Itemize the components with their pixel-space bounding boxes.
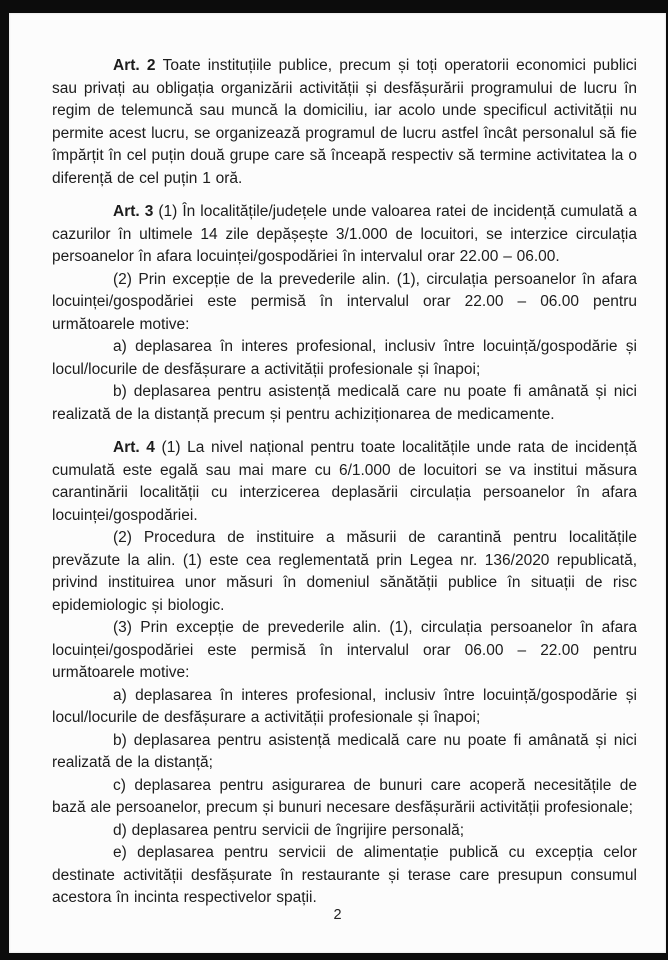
document-page (9, 13, 666, 953)
article-label: Art. 2 (113, 57, 163, 74)
paragraph: d) deplasarea pentru servicii de îngrijire personală; (113, 821, 465, 839)
paragraph: Art. 3 (1) În localitățile/județele unde valoarea ratei de incidență cumulată a cazurilor în ultimele 14 zile depășește 3/1.000 de locuitori, se interzice circulația persoanelor în afara locuinței/gospodăriei în intervalul orar 22.00 – 06.00. (52, 203, 637, 265)
paragraph: (3) Prin excepție de prevederile alin. (1), circulația persoanelor în afara locuinței/gospodăriei este permisă în intervalul orar 06.00 – 22.00 pentru următoarele motive: (52, 619, 637, 681)
page-number: 2 (333, 907, 342, 923)
paragraph: (2) Procedura de instituire a măsurii de carantină pentru localitățile prevăzute la alin. (1) este cea reglementată prin Legea nr. 136/2020 republicată, privind instituirea unor măsuri în domeniul sănătății publice în situații de risc epidemiologic și biologic. (52, 529, 637, 614)
paragraph: (2) Prin excepție de la prevederile alin. (1), circulația persoanelor în afara locuinței/gospodăriei este permisă în intervalul orar 22.00 – 06.00 pentru următoarele motive: (52, 270, 637, 333)
paragraph: Art. 2 Toate instituțiile publice, precum și toți operatorii economici publici sau privați au obligația organizării activității și desfășurării programului de lucru în regim de telemuncă sau muncă la domiciliu, iar acolo unde specificul activității nu permite acest lucru, se organizează programul de lucru astfel încât personalul să fie împărțit în cel puțin două grupe care să înceapă respectiv să termine activitatea la o diferență de cel puțin 1 oră. (52, 57, 637, 187)
paragraph: Art. 4 (1) La nivel național pentru toate localitățile unde rata de incidență cumulată este egală sau mai mare cu 6/1.000 de locuitori se va institui măsura carantinării localității cu interzicerea deplasării circulația persoanelor în afara locuinței/gospodăriei. (52, 439, 637, 524)
article-label: Art. 3 (113, 203, 159, 220)
paragraph: b) deplasarea pentru asistență medicală care nu poate fi amânată și nici realizată de la distanță precum și pentru achiziționarea de medicamente. (52, 383, 637, 423)
paragraph: c) deplasarea pentru asigurarea de bunuri care acoperă necesitățile de bază ale persoanelor, precum și bunuri necesare desfășurării activității profesionale; (52, 776, 637, 816)
paragraph: b) deplasarea pentru asistență medicală care nu poate fi amânată și nici realizată de la distanță; (52, 731, 637, 771)
document-body (52, 55, 637, 910)
article-label: Art. 4 (113, 439, 162, 456)
paragraph: a) deplasarea în interes profesional, inclusiv între locuință/gospodărie și locul/locurile de desfășurare a activității profesionale și înapoi; (52, 686, 637, 726)
paragraph: a) deplasarea în interes profesional, inclusiv între locuință/gospodărie și locul/locurile de desfășurare a activității profesionale și înapoi; (52, 338, 637, 378)
paragraph: e) deplasarea pentru servicii de alimentație publică cu excepția celor destinate activității desfășurate în restaurante și terase care presupun consumul acestora în incinta respectivelor spații. (52, 844, 637, 906)
